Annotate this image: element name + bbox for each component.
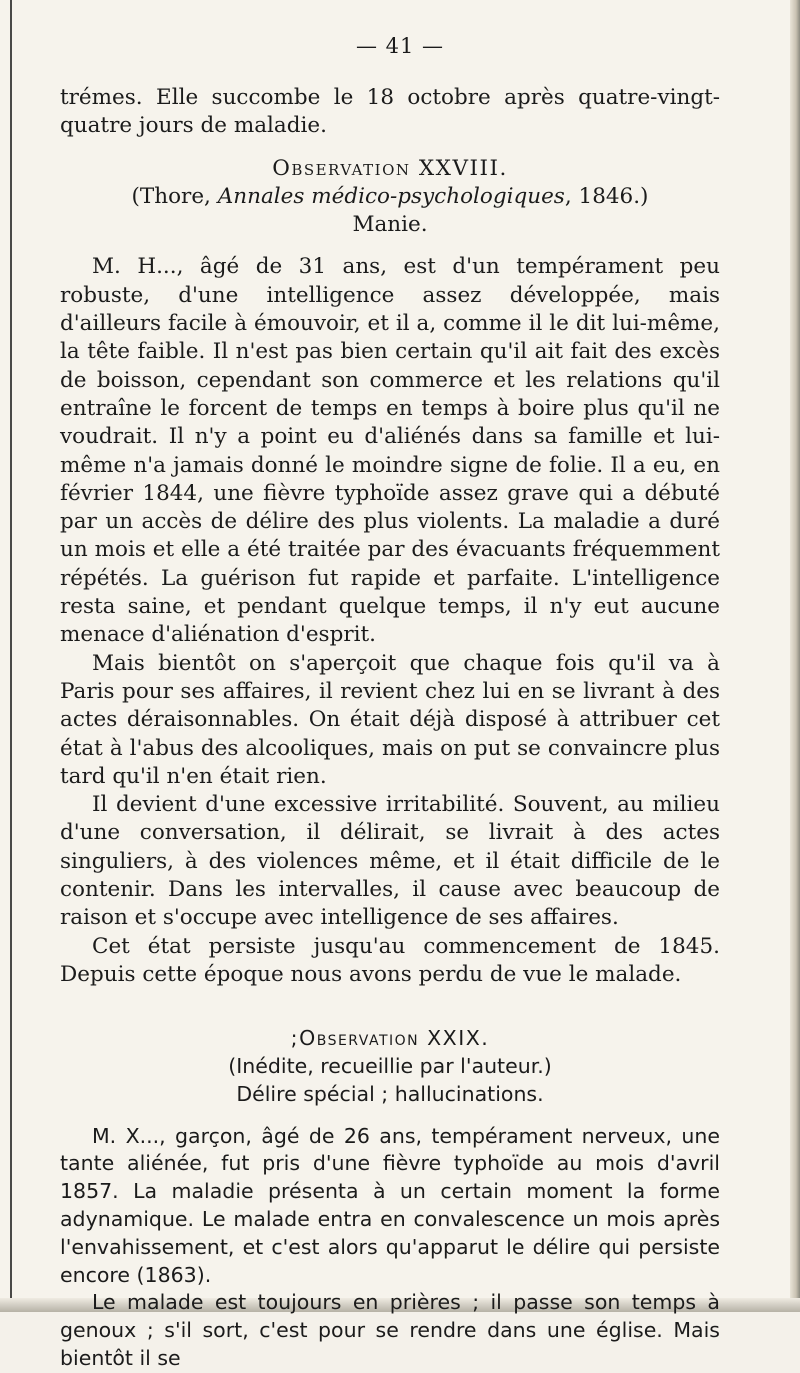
page-number: — 41 — xyxy=(355,34,445,58)
paragraph-continuation: trémes. Elle succombe le 18 octobre après quatre-vingt-quatre jours de maladie. xyxy=(60,85,720,139)
observation-29-paragraph: M. X..., garçon, âgé de 26 ans, tempérament nerveux, une tante aliénée, fut pris d'une fièvre typhoïde au mois d'avril 1857. La maladie présenta à un certain moment la forme adynamique. Le malade entra en convalescence un mois après l'envahissement, et c'est alors qu'apparut le délire qui persiste encore (1863). xyxy=(60,1123,720,1287)
page-edge-right xyxy=(790,0,800,1312)
source-journal: Annales médico-psychologiques xyxy=(217,183,565,209)
observation-28-paragraph: Cet état persiste jusqu'au commencement de 1845. Depuis cette époque nous avons perdu de vue le malade. xyxy=(60,933,720,987)
observation-28-heading: Observation XXVIII. xyxy=(272,155,508,181)
page-gutter-line xyxy=(10,0,12,1312)
observation-28-paragraph: Mais bientôt on s'aperçoit que chaque fois qu'il va à Paris pour ses affaires, il revient chez lui en se livrant à des actes déraisonnables. On était déjà disposé à attribuer cet état à l'abus des alcooliques, mais on put se convaincre plus tard qu'il n'en était rien. xyxy=(60,650,720,789)
observation-29-source: (Inédite, recueillie par l'auteur.) xyxy=(228,1054,552,1078)
observation-29-topic: Délire spécial ; hallucinations. xyxy=(236,1081,544,1106)
observation-28-topic: Manie. xyxy=(352,212,428,238)
source-suffix: , 1846.) xyxy=(564,183,649,209)
observation-28-source xyxy=(60,183,720,211)
observation-29-paragraph: Le malade est toujours en prières ; il passe son temps à genoux ; s'il sort, c'est pour se rendre dans une église. Mais bientôt il se xyxy=(60,1290,720,1370)
page-body xyxy=(60,84,720,1373)
observation-29-heading: ;Observation XXIX. xyxy=(290,1026,490,1051)
observation-28-paragraph: M. H..., âgé de 31 ans, est d'un tempérament peu robuste, d'une intelligence assez développée, mais d'ailleurs facile à émouvoir, et il a, comme il le dit lui-même, la tête faible. Il n'est pas bien certain qu'il ait fait des excès de boisson, cependant son commerce et les relations qu'il entraîne le forcent de temps en temps à boire plus qu'il ne voudrait. Il n'y a point eu d'aliénés dans sa famille et lui-même n'a jamais donné le moindre signe de folie. Il a eu, en février 1844, une fièvre typhoïde assez grave qui a débuté par un accès de délire des plus violents. La maladie a duré un mois et elle a été traitée par des évacuants fréquemment répétés. La guérison fut rapide et parfaite. L'intelligence resta saine, et pendant quelque temps, il n'y eut aucune menace d'aliénation d'esprit. xyxy=(60,254,720,648)
observation-29-section xyxy=(60,1025,720,1373)
observation-28-paragraph: Il devient d'une excessive irritabilité. Souvent, au milieu d'une conversation, il délirait, se livrait à des actes singuliers, à des violences même, et il était difficile de le contenir. Dans les intervalles, il cause avec beaucoup de raison et s'occupe avec intelligence de ses affaires. xyxy=(60,792,720,931)
source-prefix: (Thore, xyxy=(131,183,218,209)
